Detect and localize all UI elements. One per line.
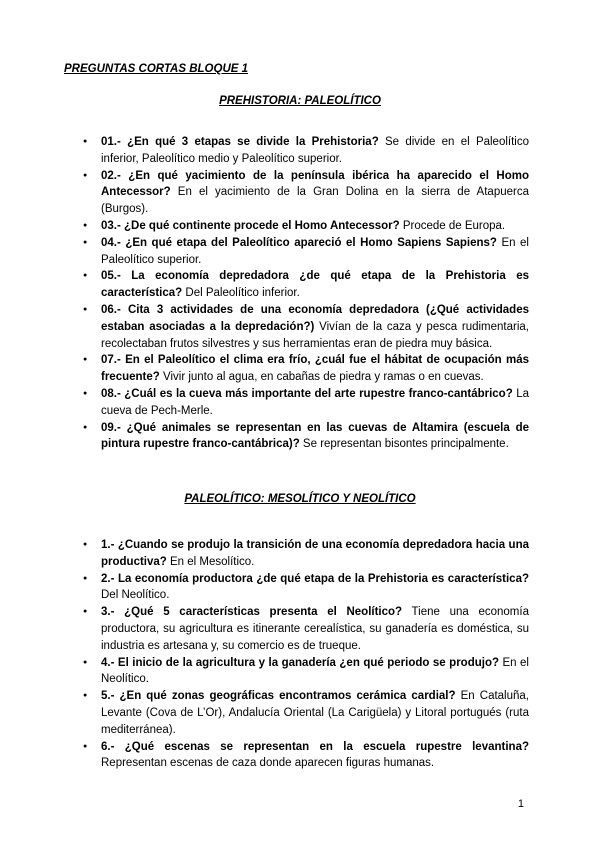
list-item xyxy=(0,134,600,168)
document-title: PREGUNTAS CORTAS BLOQUE 1 xyxy=(64,63,249,75)
list-item xyxy=(0,218,600,235)
question-text: 01.- ¿En qué 3 etapas se divide la Prehistoria? xyxy=(101,136,379,148)
answer-text: Vivían de la caza y pesca rudimentaria, recolectaban frutos silvestres y sus herramientas eran de piedra muy básica. xyxy=(101,320,529,350)
answer-text: Del Neolítico. xyxy=(101,589,170,602)
list-item xyxy=(0,739,600,773)
question-text: 2.- La economía productora ¿de qué etapa de la Prehistoria es característica? xyxy=(101,572,529,585)
question-list-paleolitico xyxy=(0,134,600,453)
question-text: 09.- ¿Qué animales se representan en las cuevas de Altamira (escuela de pintura rupestre franco-cantábrica)? xyxy=(101,421,529,451)
question-text: 06.- Cita 3 actividades de una economía depredadora (¿Qué actividades estaban asociadas a la depredación?) xyxy=(101,303,529,333)
list-item xyxy=(0,537,600,571)
answer-text: En el Paleolítico superior. xyxy=(101,236,529,266)
question-text: 07.- En el Paleolítico el clima era frío, ¿cuál fue el hábitat de ocupación más frecuente? xyxy=(101,354,529,384)
answer-text: Vivir junto al agua, en cabañas de piedra y ramas o en cuevas. xyxy=(159,371,484,384)
answer-text: En Cataluña, Levante (Cova de L’Or), Andalucía Oriental (La Carigüela) y Litoral portugués (ruta mediterránea). xyxy=(101,690,529,736)
list-item xyxy=(0,235,600,269)
list-item xyxy=(0,688,600,738)
answer-text: Se divide en el Paleolítico inferior, Paleolítico medio y Paleolítico superior. xyxy=(101,136,529,165)
question-text: 05.- La economía depredadora ¿de qué etapa de la Prehistoria es característica? xyxy=(101,270,529,300)
answer-text: En el Neolítico. xyxy=(101,656,529,686)
answer-text: Representan escenas de caza donde aparecen figuras humanas. xyxy=(101,757,435,770)
question-text: 4.- El inicio de la agricultura y la ganadería ¿en qué periodo se produjo? xyxy=(101,656,499,669)
question-text: 3.- ¿Qué 5 características presenta el Neolítico? xyxy=(101,606,403,619)
question-text: 6.- ¿Qué escenas se representan en la escuela rupestre levantina? xyxy=(101,740,529,753)
answer-text: Del Paleolítico inferior. xyxy=(182,287,300,300)
list-item xyxy=(0,386,600,420)
list-item xyxy=(0,268,600,302)
answer-text: En el Mesolítico. xyxy=(166,555,255,568)
question-text: 08.- ¿Cuál es la cueva más importante del arte rupestre franco-cantábrico? xyxy=(101,387,513,400)
list-item xyxy=(0,604,600,654)
answer-text: Se representan bisontes principalmente. xyxy=(299,438,509,451)
answer-text: Tiene una economía productora, su agricultura es itinerante cerealística, su ganadería es doméstica, su industria es artesana y, su comercio es de trueque. xyxy=(101,606,529,652)
answer-text: Procede de Europa. xyxy=(399,219,506,232)
section-title-mesolitico-neolitico: PALEOLÍTICO: MESOLÍTICO Y NEOLÍTICO xyxy=(184,493,416,505)
question-text: 02.- ¿En qué yacimiento de la península ibérica ha aparecido el Homo Antecessor? xyxy=(101,169,529,199)
answer-text: En el yacimiento de la Gran Dolina en la sierra de Atapuerca (Burgos). xyxy=(101,186,529,216)
list-item xyxy=(0,420,600,454)
list-item xyxy=(0,302,600,352)
list-item xyxy=(0,168,600,218)
list-item xyxy=(0,655,600,689)
question-text: 5.- ¿En qué zonas geográficas encontramos cerámica cardial? xyxy=(101,690,456,703)
question-list-mesolitico-neolitico xyxy=(0,537,600,772)
page-number: 1 xyxy=(517,798,524,810)
question-text: 03.- ¿De qué continente procede el Homo Antecessor? xyxy=(101,219,400,232)
question-text: 04.- ¿En qué etapa del Paleolítico apareció el Homo Sapiens Sapiens? xyxy=(101,236,497,249)
section-title-paleolitico: PREHISTORIA: PALEOLÍTICO xyxy=(219,95,381,107)
question-text: 1.- ¿Cuando se produjo la transición de una economía depredadora hacia una productiva? xyxy=(101,539,529,568)
list-item xyxy=(0,571,600,605)
list-item xyxy=(0,352,600,386)
answer-text: La cueva de Pech-Merle. xyxy=(101,387,529,417)
